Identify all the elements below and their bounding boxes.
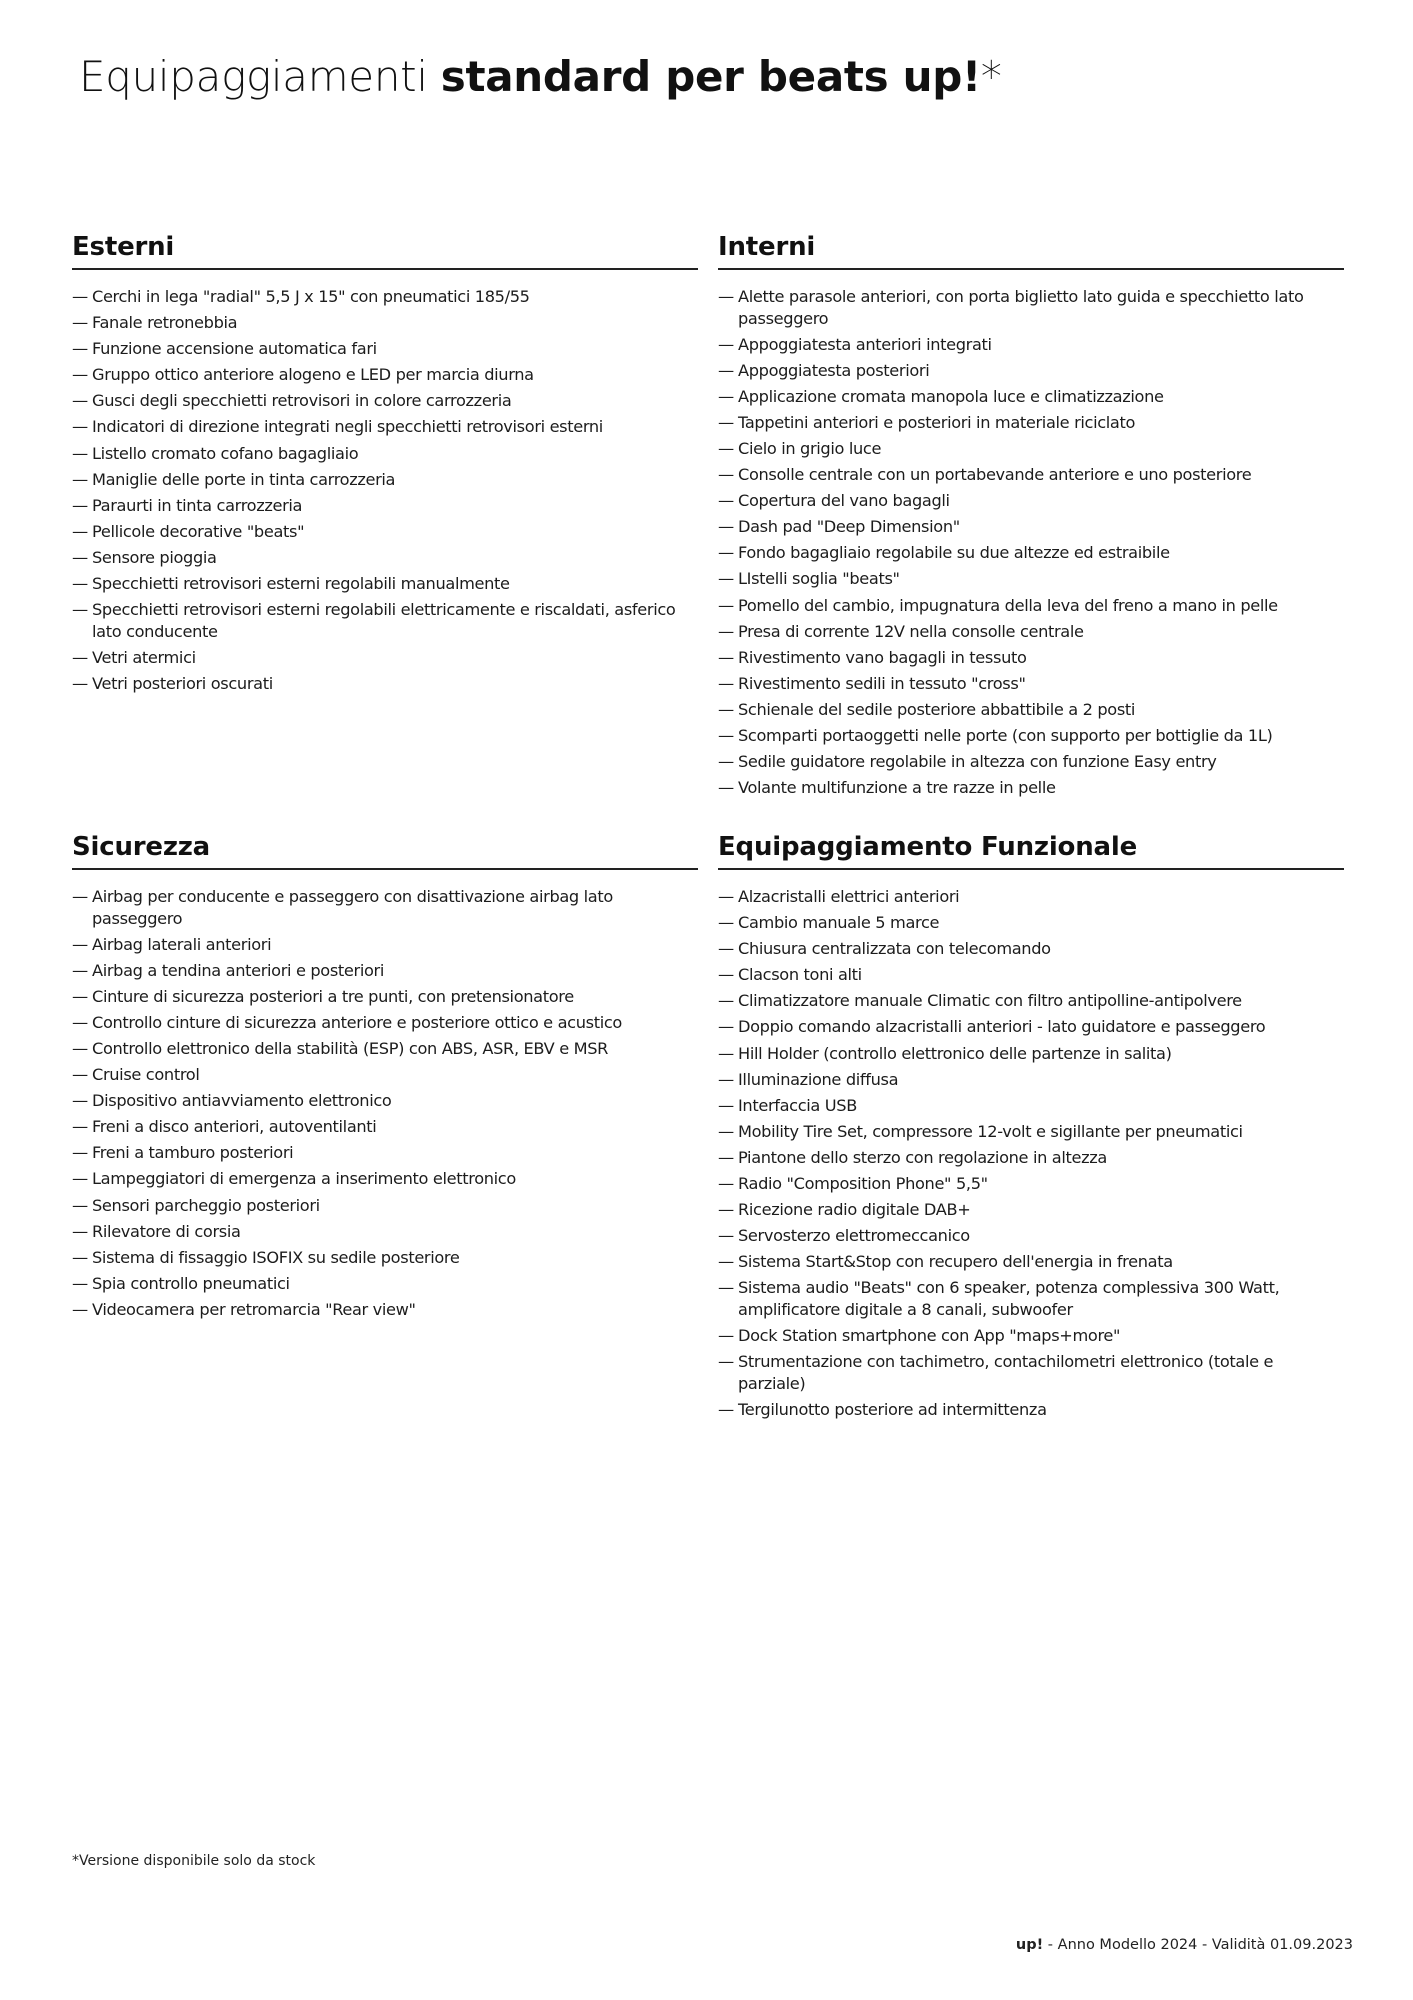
list-item: — Vetri posteriori oscurati <box>72 673 698 695</box>
page-title-asterisk: * <box>980 52 1002 101</box>
list-item: — Airbag per conducente e passeggero con disattivazione airbag lato passeggero <box>72 886 698 929</box>
list-item: — Cruise control <box>72 1064 698 1086</box>
list-item: — Copertura del vano bagagli <box>718 490 1344 512</box>
list-item: — Cerchi in lega "radial" 5,5 J x 15" con pneumatici 185/55 <box>72 286 698 308</box>
list-item: — Ricezione radio digitale DAB+ <box>718 1199 1344 1221</box>
list-item: — Specchietti retrovisori esterni regolabili elettricamente e riscaldati, asferico lato conducente <box>72 599 698 642</box>
section-heading: Equipaggiamento Funzionale <box>718 832 1344 870</box>
list-item: — Rilevatore di corsia <box>72 1221 698 1243</box>
list-item: — Gusci degli specchietti retrovisori in colore carrozzeria <box>72 390 698 412</box>
list-item: — Cinture di sicurezza posteriori a tre punti, con pretensionatore <box>72 986 698 1008</box>
list-item: — Pomello del cambio, impugnatura della leva del freno a mano in pelle <box>718 595 1344 617</box>
feature-list <box>718 286 1344 799</box>
list-item: — Appoggiatesta anteriori integrati <box>718 334 1344 356</box>
list-item: — Sensori parcheggio posteriori <box>72 1195 698 1217</box>
list-item: — Lampeggiatori di emergenza a inserimento elettronico <box>72 1168 698 1190</box>
list-item: — Consolle centrale con un portabevande anteriore e uno posteriore <box>718 464 1344 486</box>
list-item: — Radio "Composition Phone" 5,5" <box>718 1173 1344 1195</box>
list-item: — Listello cromato cofano bagagliaio <box>72 443 698 465</box>
list-item: — Vetri atermici <box>72 647 698 669</box>
list-item: — Fondo bagagliaio regolabile su due altezze ed estraibile <box>718 542 1344 564</box>
list-item: — Volante multifunzione a tre razze in pelle <box>718 777 1344 799</box>
list-item: — Interfaccia USB <box>718 1095 1344 1117</box>
list-item: — Clacson toni alti <box>718 964 1344 986</box>
section-esterni <box>72 232 698 699</box>
list-item: — Videocamera per retromarcia "Rear view" <box>72 1299 698 1321</box>
list-item: — Freni a disco anteriori, autoventilanti <box>72 1116 698 1138</box>
list-item: — Airbag laterali anteriori <box>72 934 698 956</box>
list-item: — Indicatori di direzione integrati negli specchietti retrovisori esterni <box>72 416 698 438</box>
section-equipaggiamento-funzionale <box>718 832 1344 1425</box>
list-item: — Sensore pioggia <box>72 547 698 569</box>
section-heading: Esterni <box>72 232 698 270</box>
list-item: — Hill Holder (controllo elettronico delle partenze in salita) <box>718 1043 1344 1065</box>
list-item: — Tappetini anteriori e posteriori in materiale riciclato <box>718 412 1344 434</box>
list-item: — Maniglie delle porte in tinta carrozzeria <box>72 469 698 491</box>
feature-list <box>72 886 698 1320</box>
page-title-bold: standard per beats up! <box>440 52 981 101</box>
list-item: — Tergilunotto posteriore ad intermittenza <box>718 1399 1344 1421</box>
list-item: — Dash pad "Deep Dimension" <box>718 516 1344 538</box>
list-item: — Pellicole decorative "beats" <box>72 521 698 543</box>
page-title-light: Equipaggiamenti <box>79 52 441 101</box>
section-heading: Sicurezza <box>72 832 698 870</box>
list-item: — Cambio manuale 5 marce <box>718 912 1344 934</box>
list-item: — Strumentazione con tachimetro, contachilometri elettronico (totale e parziale) <box>718 1351 1344 1394</box>
list-item: — Controllo cinture di sicurezza anteriore e posteriore ottico e acustico <box>72 1012 698 1034</box>
feature-list <box>72 286 698 694</box>
list-item: — Rivestimento vano bagagli in tessuto <box>718 647 1344 669</box>
list-item: — Chiusura centralizzata con telecomando <box>718 938 1344 960</box>
footer-validity: - Anno Modello 2024 - Validità 01.09.2023 <box>1043 1937 1353 1953</box>
footnote: *Versione disponibile solo da stock <box>72 1853 316 1869</box>
list-item: — Specchietti retrovisori esterni regolabili manualmente <box>72 573 698 595</box>
list-item: — Illuminazione diffusa <box>718 1069 1344 1091</box>
list-item: — LIstelli soglia "beats" <box>718 568 1344 590</box>
list-item: — Spia controllo pneumatici <box>72 1273 698 1295</box>
list-item: — Piantone dello sterzo con regolazione in altezza <box>718 1147 1344 1169</box>
page-footer <box>1016 1937 1353 1953</box>
list-item: — Climatizzatore manuale Climatic con filtro antipolline-antipolvere <box>718 990 1344 1012</box>
feature-list <box>718 886 1344 1420</box>
footer-model: up! <box>1015 1937 1044 1953</box>
list-item: — Rivestimento sedili in tessuto "cross" <box>718 673 1344 695</box>
list-item: — Gruppo ottico anteriore alogeno e LED per marcia diurna <box>72 364 698 386</box>
list-item: — Sedile guidatore regolabile in altezza con funzione Easy entry <box>718 751 1344 773</box>
section-heading: Interni <box>718 232 1344 270</box>
list-item: — Mobility Tire Set, compressore 12-volt e sigillante per pneumatici <box>718 1121 1344 1143</box>
section-interni <box>718 232 1344 803</box>
list-item: — Schienale del sedile posteriore abbattibile a 2 posti <box>718 699 1344 721</box>
list-item: — Sistema audio "Beats" con 6 speaker, potenza complessiva 300 Watt, amplificatore digitale a 8 canali, subwoofer <box>718 1277 1344 1320</box>
list-item: — Funzione accensione automatica fari <box>72 338 698 360</box>
list-item: — Sistema di fissaggio ISOFIX su sedile posteriore <box>72 1247 698 1269</box>
page-title <box>79 52 1002 101</box>
section-sicurezza <box>72 832 698 1325</box>
list-item: — Dispositivo antiavviamento elettronico <box>72 1090 698 1112</box>
list-item: — Alzacristalli elettrici anteriori <box>718 886 1344 908</box>
list-item: — Alette parasole anteriori, con porta biglietto lato guida e specchietto lato passeggero <box>718 286 1344 329</box>
list-item: — Freni a tamburo posteriori <box>72 1142 698 1164</box>
list-item: — Cielo in grigio luce <box>718 438 1344 460</box>
list-item: — Sistema Start&Stop con recupero dell'energia in frenata <box>718 1251 1344 1273</box>
list-item: — Dock Station smartphone con App "maps+more" <box>718 1325 1344 1347</box>
list-item: — Scomparti portaoggetti nelle porte (con supporto per bottiglie da 1L) <box>718 725 1344 747</box>
list-item: — Appoggiatesta posteriori <box>718 360 1344 382</box>
list-item: — Presa di corrente 12V nella consolle centrale <box>718 621 1344 643</box>
list-item: — Paraurti in tinta carrozzeria <box>72 495 698 517</box>
list-item: — Fanale retronebbia <box>72 312 698 334</box>
list-item: — Airbag a tendina anteriori e posteriori <box>72 960 698 982</box>
list-item: — Doppio comando alzacristalli anteriori - lato guidatore e passeggero <box>718 1016 1344 1038</box>
list-item: — Controllo elettronico della stabilità (ESP) con ABS, ASR, EBV e MSR <box>72 1038 698 1060</box>
list-item: — Applicazione cromata manopola luce e climatizzazione <box>718 386 1344 408</box>
list-item: — Servosterzo elettromeccanico <box>718 1225 1344 1247</box>
